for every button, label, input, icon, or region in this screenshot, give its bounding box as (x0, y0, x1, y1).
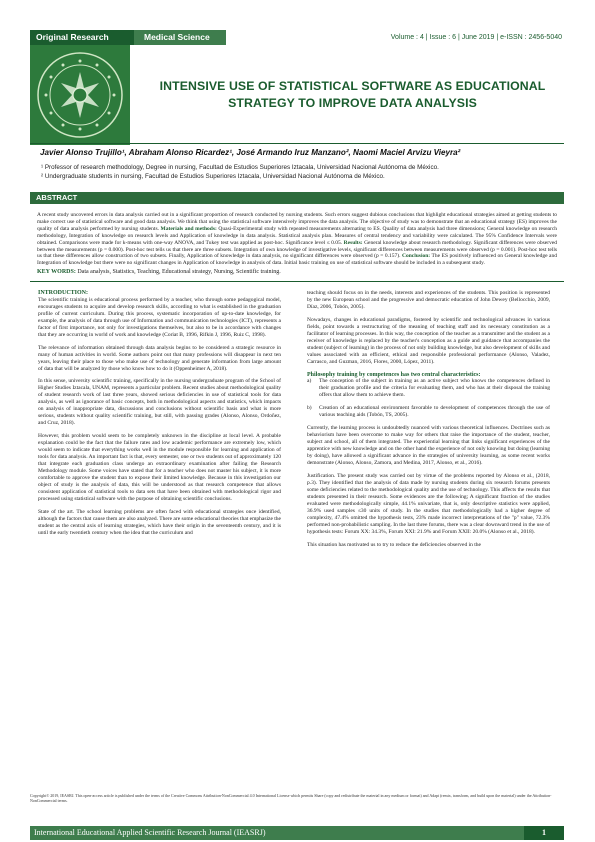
abstract-methods-label: Materials and methods: (160, 225, 217, 232)
issue-meta: Volume : 4 | Issue : 6 | June 2019 | e-ISSN : 2456-5040 (226, 30, 564, 45)
copyright-notice: Copyright© 2019, IEASRJ. This open-access article is published under the terms of the Creative Commons Attribution-NonCommercial 4.0 International License which permits Share (copy and redistribute the material in any medium or format) and Adapt (remix, transform, and build upon the material) under the Attribution-NonCommercial terms. (30, 793, 552, 803)
keywords-text: Data analysis, Statistics, Teaching, Educational strategy, Nursing, Scientific training. (77, 269, 281, 275)
abstract-conclusion-label: Conclusion: (402, 253, 431, 260)
list-item-label: a) (307, 378, 312, 385)
journal-logo (30, 45, 130, 145)
abstract-heading: ABSTRACT (30, 192, 564, 204)
body-paragraph: Nowadays, changes in educational paradigms, fostered by scientific and technological advances in various fields, point towards a restructuring of the meaning of teaching staff and its necessary constitution as a facilitator of learning processes. In this way, the conception of the teacher as a transmitter and the student as a receiver of knowledge is replaced by the teacher's conception as a guide and guidance that accompanies the student (subject of learning) in the process of not only building knowledge, but also development of skills and values associated with an efficient, ethical and responsible professional performance (Alonso, Valadez, Carrasco, and Guzman, 2016, Flores, 2000, López, 2011). (307, 316, 550, 365)
footer-journal-name: International Educational Applied Scientific Research Journal (IEASRJ) (34, 828, 266, 837)
keywords (37, 269, 557, 275)
list-item-label: b) (307, 405, 312, 412)
body-paragraph: Currently, the learning process is undoubtedly nuanced with various theoretical influences. Doctrines such as behaviorism have been overcome to make way for others that raise the importance of the student, teacher, subject and school, all of them integrated. The experiential learning that links significant experiences of the apprentice with new knowledge and on the other hand the experience of not only knowing but doing (learning by doing), have allowed a significant advance in the strategies of university learning, as some recent works demonstrate (Alonso, Alonso, Zamora, and Medina, 2017, Alonso, et al., 2016). (307, 425, 550, 467)
body-paragraph: However, this problem would seem to be completely unknown in the discipline at local level. A probable explanation could be the fact that the failure rates and low academic performance are extremely low, which would seem to indicate that everything works well in the module responsible for learning and application of tools for data analysis. An important fact is that, every semester, one or two students out of approximately 120 that integrate each graduation class undergo an extraordinary examination after failing the Research Methodology module. Some voices have stated that for a teacher who does not master his subject, it is more comfortable to approve the student than to expose their limited knowledge. Because in this investigation our object of study is the analysis of data, this will be understood as that research competence that allows consistent application of statistical tools to data sets that have been obtained with methodological rigor and processed using statistical software with the purpose of obtaining scientific conclusions. (38, 433, 281, 502)
body-paragraph: teaching should focus on in the needs, interests and experiences of the students. This position is represented by the new European school and the progressive and democratic education of John Dewey (Bellocchio, 2009, Díaz, 2006, Tobón, 2005). (307, 290, 550, 310)
journal-header-bar (30, 30, 564, 45)
abstract-results-label: Results: (343, 239, 363, 246)
affiliation: ¹ Professor of research methodology, Degree in nursing, Facultad de Estudios Superiores Iztacala, Universidad Nacional Autónoma de México. (41, 164, 439, 171)
characteristics-list (307, 378, 550, 419)
title-divider (30, 143, 564, 144)
body-paragraph: Justification. The present study was carried out by virtue of the problems reported by Alonso et al., (2018, p.3). They identified that the analysis of data made by nursing students during six research forums presents some deficiencies related to the methodological quality and the use of technology. This affects the results that students presented in their research. Some evidences are the following; A significant fraction of the studies evaluated were methodologically simple, 44.1% univariate, that is, only descriptive statistics were applied, 36.9% used samples ≤30 units of study. In the studies that methodologically had a higher degree of complexity, 47.4% omitted the hypothesis tests, 23% made incorrect interpretations of the "p" value, 72.3% performed non-probabilistic sampling. In the last three forums, there was a clear downward trend in the use of hypothesis tests: Forum XX: 34.3%, Forum XXI: 21.9% and Forum XXII: 20.0% (Alonso et al., 2018). (307, 472, 550, 535)
author-list: Javier Alonso Trujillo¹, Abraham Alonso Ricardez¹, José Armando Iruz Manzano², Naomi Maciel Arvizu Vieyra² (40, 148, 461, 157)
body-paragraph: State of the art. The school learning problems are often faced with educational strategies once identified, although the factors that cause them are also analyzed. There are some educational theories that emphasize the student as the central axis of learning strategies, which have their origin in the seventeenth century, and it is until the early twentieth century when the idea that the curriculum and (38, 508, 281, 536)
article-title (140, 78, 565, 112)
subsection-heading: Philosophy training by competences has two central characteristics: (307, 371, 481, 378)
body-paragraph: The scientific training is educational process performed by a teacher, who through some pedagogical model, encourages students to acquire and develop research skills, according to what is established in the graduation profile of current curriculum. During this process, systematic incorporation of up-to-date knowledge, for example, the analysis of data through use of Information and communication technologies (ICT), represents a factor of first importance, not only for investigations themselves, but also to be in accordance with changes that they are occurring in world of work and knowledge (Coriat B, 1996, Rifkin J, 1996, Ruiz C, 1998). (38, 296, 281, 338)
affiliation: ² Undergraduate students in nursing, Facultad de Estudios Superiores Iztacala, Universidad Nacional Autónoma de México. (41, 173, 385, 180)
abstract-body (30, 204, 564, 267)
list-item (307, 405, 550, 419)
article-title-line: STRATEGY TO IMPROVE DATA ANALYSIS (228, 96, 477, 110)
page-number: 1 (524, 826, 564, 840)
list-item (307, 378, 550, 399)
article-type-label: Original Research (30, 30, 134, 45)
abstract-intro: A recent study uncovered errors in data analysis carried out in a significant proportion of research conducted by nursing students. Such errors suggest dubious conclusions that highlight educational strategies aimed at getting students to make correct use of statistical software and good data analysis. We think that using the statistical software intensively improves the data analysis. The objective of study was to demonstrate that an educational strategy (ES) improves the quality of data analysis performed by nursing students. (37, 212, 557, 232)
list-item-text: Creation of an educational environment favorable to development of competences through the use of various teaching aids (Tobón, TS, 2005). (319, 405, 550, 419)
body-column-left (38, 290, 281, 543)
abstract-conclusion: The ES positively influenced on General knowledge and Integration of knowledge but there were no significant changes in Application of knowledge in analysis of data. Initial basic training on use of statistical software should be included in a subsequent study. (37, 253, 558, 267)
body-paragraph: This situation has motivated us to try to reduce the deficiencies observed in the (307, 541, 481, 548)
abstract-methods: Quasi-Experimental study with repeated measurements alternating to ES. Quality of data analysis had three dimensions; General knowledge on research methodology, Integration of knowledge on research levels and Application of knowledge in data analysis. Statistical analysis plan. Measures of central tendency and variability were calculated. The 95% Confidence Intervals were obtained. Comparisons were made for k-means with one-way ANOVA, and Tukey test was applied as post-hoc. Significance level ≤ 0.05. (37, 225, 558, 246)
body-column-right (307, 290, 550, 555)
section-heading: INTRODUCTION: (38, 290, 89, 296)
keywords-divider (30, 281, 564, 282)
journal-footer (30, 826, 564, 840)
journal-seal-icon (35, 50, 125, 140)
article-title-line: INTENSIVE USE OF STATISTICAL SOFTWARE AS EDUCATIONAL (159, 79, 546, 93)
body-paragraph: The relevance of information obtained through data analysis begins to be considered a strategic resource in many of human activities in world. Some authors point out that many professions will disappear in next ten years, leaving their place to those who make use of technology and generate information from large amount of data that will be analyzed by those who know how to do it (Oppenheimer A, 2018). (38, 344, 281, 372)
body-paragraph: In this sense, university scientific training, specifically in the nursing undergraduate program of the School of Higher Studies Iztacala, UNAM, represents a particular problem. Recent studies about methodological quality of student research work of last three years, showed serious deficiencies in use of statistical tools for data analysis, as well as ignorance of basic concepts, both in methodological aspects and statistics, which impacts on analysis of inappropriate data, discussions and conclusions without scientific basis and what is more serious, students without quality scientific training, but still, with passing grades (Alonso, Alonso, Ordoñez, and Cruz, 2018). (38, 378, 281, 427)
keywords-label: KEY WORDS: (37, 269, 76, 275)
list-item-text: The conception of the subject in training as an active subject who knows the competences defined in their graduation profile and the criteria for evaluating them, and who has at their disposal the training offers that allow them to achieve them. (319, 378, 550, 399)
abstract-results: General knowledge about research methodology. Significant differences were observed between the measurements (p = 0.000). Post-hoc test tells us that there are three subsets. Integration of own knowledge of investigative levels, significant differences between measurements were observed (p = 0.001). Post-hoc test tells us that these differences allow construction of two subsets. Finally, Application of knowledge in data analysis, no significant differences were observed (p = 0.157). (37, 239, 558, 260)
section-label: Medical Science (134, 30, 226, 45)
